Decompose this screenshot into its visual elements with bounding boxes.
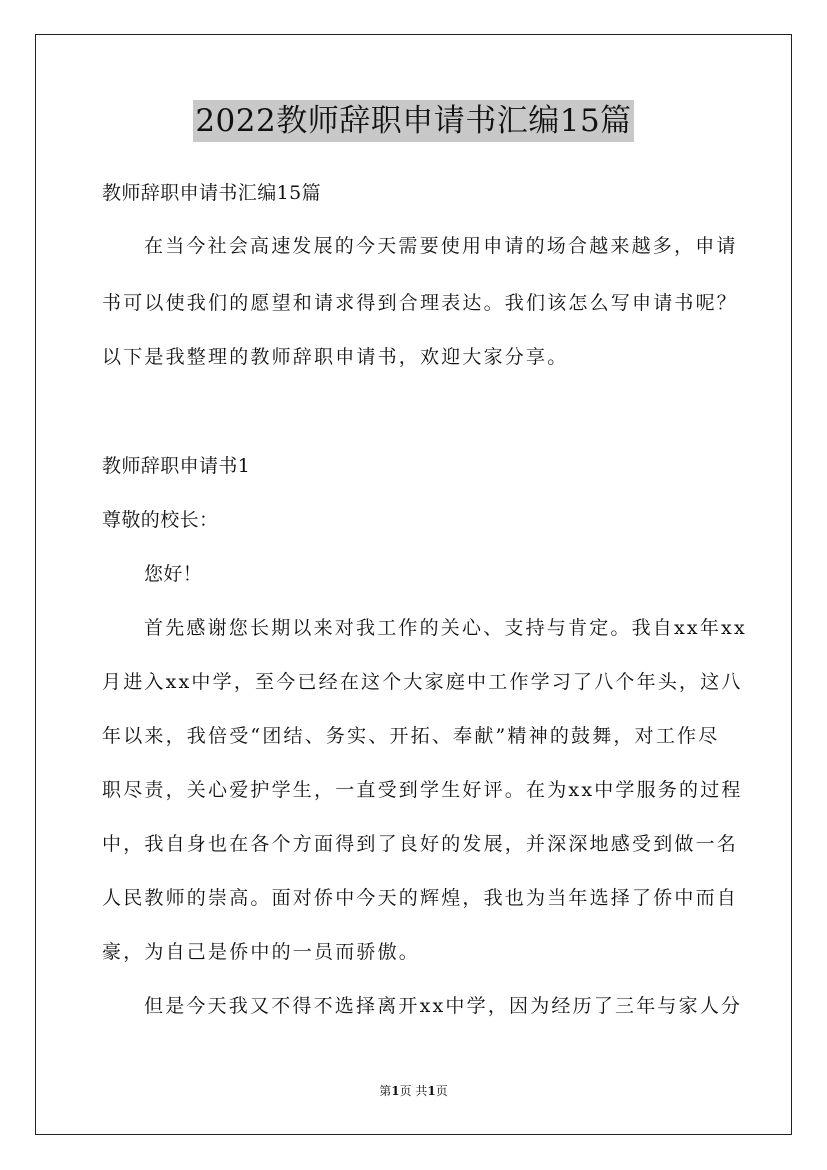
- intro-line-2: 书可以使我们的愿望和请求得到合理表达。我们该怎么写申请书呢？: [102, 292, 739, 314]
- body-line-1: 首先感谢您长期以来对我工作的关心、支持与肯定。我自xx年xx: [144, 617, 747, 639]
- page-footer: [0, 1083, 827, 1099]
- body-line-2: 月进入xx中学，至今已经在这个大家庭中工作学习了八个年头，这八: [102, 671, 743, 693]
- body-line-8: 但是今天我又不得不选择离开xx中学，因为经历了三年与家人分: [144, 995, 743, 1017]
- section-heading: 教师辞职申请书1: [102, 455, 251, 477]
- footer-mid: 页 共: [399, 1084, 428, 1098]
- footer-prefix: 第: [379, 1084, 392, 1098]
- footer-page-current: 1: [391, 1084, 400, 1098]
- body-line-4: 职尽责，关心爱护学生，一直受到学生好评。在为xx中学服务的过程: [102, 779, 743, 801]
- body-line-6: 人民教师的崇高。面对侨中今天的辉煌，我也为当年选择了侨中而自: [102, 887, 739, 909]
- intro-line-1: 在当今社会高速发展的今天需要使用申请的场合越来越多，申请: [144, 235, 738, 257]
- salutation: 尊敬的校长：: [102, 509, 219, 531]
- greeting: 您好！: [144, 563, 203, 585]
- footer-suffix: 页: [435, 1084, 448, 1098]
- footer-page-total: 1: [427, 1084, 436, 1098]
- document-subtitle: 教师辞职申请书汇编15篇: [102, 182, 321, 204]
- title-container: [0, 100, 827, 142]
- body-line-5: 中，我自身也在各个方面得到了良好的发展，并深深地感受到做一名: [102, 833, 739, 855]
- document-title: 2022教师辞职申请书汇编15篇: [193, 100, 633, 142]
- intro-line-3: 以下是我整理的教师辞职申请书，欢迎大家分享。: [102, 346, 569, 368]
- body-line-3: 年以来，我倍受“团结、务实、开拓、奉献”精神的鼓舞，对工作尽: [102, 725, 720, 747]
- body-line-7: 豪，为自己是侨中的一员而骄傲。: [102, 941, 421, 963]
